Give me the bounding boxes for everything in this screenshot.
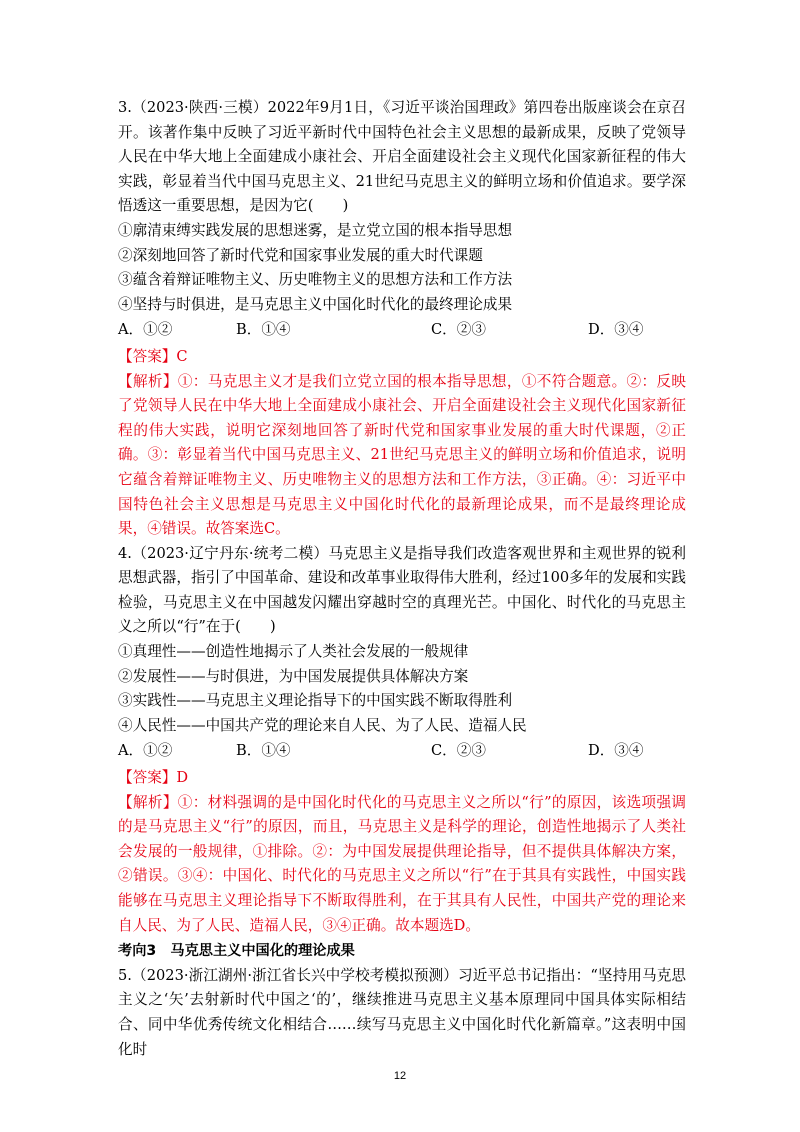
question-3-option-1: ①廓清束缚实践发展的思想迷雾，是立党立国的根本指导思想 bbox=[118, 221, 513, 239]
question-3-choices bbox=[118, 318, 686, 343]
question-4-choice-d: D．③④ bbox=[588, 742, 644, 760]
question-5-stem: 5.（2023·浙江湖州·浙江省长兴中学校考模拟预测）习近平总书记指出：“坚持用马克思主义之‘矢’去射新时代中国之‘的’，继续推进马克思主义基本原理同中国具体实际相结合、同中华优秀传统文化相结合……续写马克思主义中国化时代化新篇章。”这表明中国化时 bbox=[118, 966, 686, 1058]
question-3-option-2: ②深刻地回答了新时代党和国家事业发展的重大时代课题 bbox=[118, 246, 483, 264]
question-4-choice-b: B．①④ bbox=[236, 742, 291, 760]
page-number: 12 bbox=[393, 1070, 407, 1082]
question-3-choice-c: C．②③ bbox=[431, 321, 486, 339]
question-3-choice-a: A．①② bbox=[118, 321, 173, 339]
question-4-analysis: 【解析】①：材料强调的是中国化时代化的马克思主义之所以“行”的原因，该选项强调的是马克思主义“行”的原因，而且，马克思主义是科学的理论，创造性地揭示了人类社会发展的一般规律，①排除。②：为中国发展提供理论指导，但不提供具体解决方案，②错误。③④：中国化、时代化的马克思主义之所以“行”在于其具有实践性，中国实践能够在马克思主义理论指导下不断取得胜利，在于其具有人民性，中国共产党的理论来自人民、为了人民、造福人民，③④正确。故本题选D。 bbox=[118, 793, 686, 934]
question-4-option-2: ②发展性——与时俱进，为中国发展提供具体解决方案 bbox=[118, 667, 469, 685]
question-3-option-4: ④坚持与时俱进，是马克思主义中国化时代化的最终理论成果 bbox=[118, 295, 513, 313]
section-heading: 考向3 马克思主义中国化的理论成果 bbox=[118, 943, 355, 960]
question-4-option-4: ④人民性——中国共产党的理论来自人民、为了人民、造福人民 bbox=[118, 716, 527, 734]
question-4-stem: 4.（2023·辽宁丹东·统考二模）马克思主义是指导我们改造客观世界和主观世界的锐利思想武器，指引了中国革命、建设和改革事业取得伟大胜利，经过100多年的发展和实践检验，马克思主义在中国越发闪耀出穿越时空的真理光芒。中国化、时代化的马克思主义之所以“行”在于( ) bbox=[118, 544, 686, 636]
question-3-analysis: 【解析】①：马克思主义才是我们立党立国的根本指导思想，①不符合题意。②：反映了党领导人民在中华大地上全面建成小康社会、开启全面建设社会主义现代化国家新征程的伟大实践，说明它深刻地回答了新时代党和国家事业发展的重大时代课题，②正确。③：彰显着当代中国马克思主义、21世纪马克思主义的鲜明立场和价值追求，说明它蕴含着辩证唯物主义、历史唯物主义的思想方法和工作方法，③正确。④：习近平中国特色社会主义思想是马克思主义中国化时代化的最新理论成果，而不是最终理论成果，④错误。故答案选C。 bbox=[118, 372, 686, 538]
question-3-choice-b: B．①④ bbox=[236, 321, 291, 339]
question-4-answer: 【答案】D bbox=[118, 769, 189, 787]
question-4-option-1: ①真理性——创造性地揭示了人类社会发展的一般规律 bbox=[118, 643, 469, 661]
question-4-choice-a: A．①② bbox=[118, 742, 173, 760]
question-4-option-3: ③实践性——马克思主义理论指导下的中国实践不断取得胜利 bbox=[118, 692, 513, 710]
page-content bbox=[118, 96, 686, 1062]
question-4-choices bbox=[118, 739, 686, 764]
question-3-choice-d: D．③④ bbox=[588, 321, 644, 339]
question-3-option-3: ③蕴含着辩证唯物主义、历史唯物主义的思想方法和工作方法 bbox=[118, 271, 513, 289]
question-3-answer: 【答案】C bbox=[118, 347, 188, 365]
question-3-stem: 3.（2023·陕西·三模）2022年9月1日，《习近平谈治国理政》第四卷出版座谈会在京召开。该著作集中反映了习近平新时代中国特色社会主义思想的最新成果，反映了党领导人民在中华大地上全面建成小康社会、开启全面建设社会主义现代化国家新征程的伟大实践，彰显着当代中国马克思主义、21世纪马克思主义的鲜明立场和价值追求。要学深悟透这一重要思想，是因为它( ) bbox=[118, 99, 686, 215]
question-4-choice-c: C．②③ bbox=[431, 742, 486, 760]
